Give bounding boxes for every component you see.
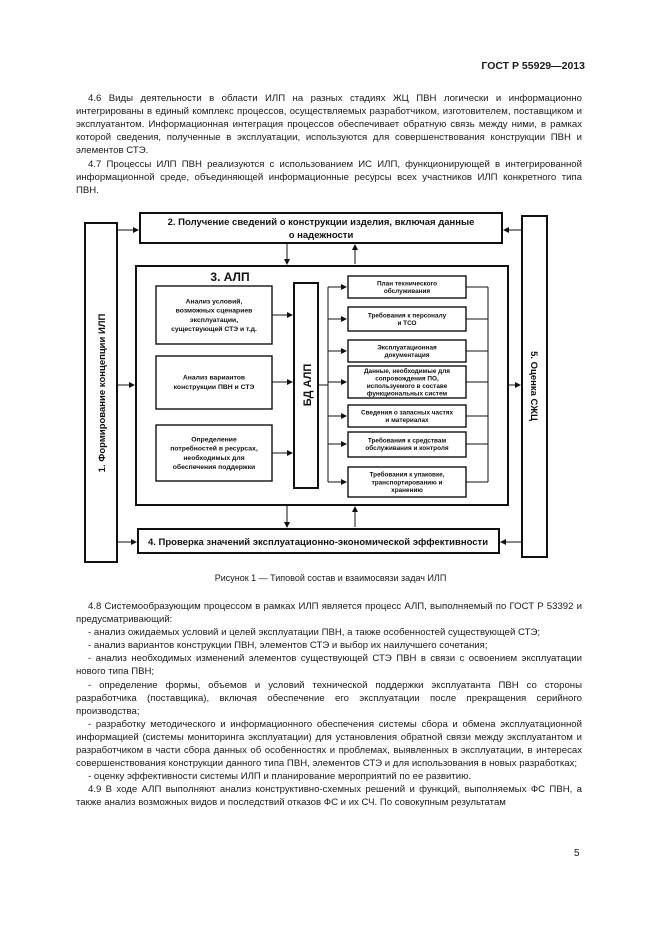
list-item: - разработку методического и информационного обеспечения системы сбора и обмена эксплуатационной информацией (системы мониторинга эксплуатации) для установления обратной связи между эксплуатантом и разработчиком в части сбора данных об особенностях и проблемах, выявленных в эксплуатации, в интересах совершенствования конструкции данного типа ПВН, элементов СТЭ и для использования в новых разработках;	[76, 718, 582, 770]
output-box-label: План технического	[376, 280, 438, 288]
list-item: - анализ вариантов конструкции ПВН, элементов СТЭ и выбор их наилучшего сочетания;	[88, 640, 488, 652]
output-box-label: транспортированию и	[371, 479, 443, 487]
text-4-9: 4.9 В ходе АЛП выполняют анализ конструктивно-схемных решений и функций, выполняемых ФС ПВН, а также анализ возможных видов и последствий отказов ФС и их СЧ. По совокупным результатам	[76, 784, 582, 809]
list-item: - определение формы, объемов и условий технической поддержки эксплуатанта ПВН со стороны разработчика (поставщика), включая обеспечение его эксплуатации после прекращения серийного производства;	[76, 679, 582, 717]
output-box-label: Требования к упаковке,	[369, 471, 445, 479]
output-box-label: сопровождения ПО,	[375, 375, 439, 383]
analysis-box-label: Анализ вариантов	[182, 374, 246, 382]
left-box-label: 1. Формирование концепции ИЛП	[97, 313, 108, 473]
bottom-box-label: 4. Проверка значений эксплуатационно-экономической эффективности	[147, 537, 489, 548]
output-box-label: и материалах	[385, 417, 429, 425]
output-box-label: используемого в составе	[366, 383, 448, 391]
analysis-box-label: Определение	[191, 436, 237, 444]
output-box-label: документация	[384, 352, 430, 360]
analysis-box-label: существующей СТЭ и т.д.	[171, 326, 257, 334]
top-box-label-2: о надежности	[288, 230, 354, 241]
output-box-label: и ТСО	[397, 320, 417, 328]
text-4-6: 4.6 Виды деятельности в области ИЛП на разных стадиях ЖЦ ПВН логически и информационно интегрированы в единый комплекс процессов, осуществляемых разработчиком, изготовителем, поставщиком и эксплуатантом. Информационная интеграция процессов обеспечивает обратную связь между ними, в рамках которой сведения, полученные в эксплуатации, используются для совершенствования конструкции ПВН и элементов СТЭ.	[76, 93, 582, 157]
analysis-box-label: необходимых для	[183, 454, 245, 462]
box-analysis-conditions	[156, 286, 272, 344]
analysis-box-label: конструкции ПВН и СТЭ	[173, 383, 255, 391]
output-box-label: обслуживания	[383, 288, 431, 296]
output-box-label: Сведения о запасных частях	[360, 409, 454, 417]
output-box-label: Данные, необходимые для	[363, 367, 451, 375]
output-box-label: Требования к средствам	[367, 437, 447, 445]
text-4-8-intro: 4.8 Системообразующим процессом в рамках ИЛП является процесс АЛП, выполняемый по ГОСТ Р 53392 и предусматривающий:	[76, 601, 582, 626]
document-header: ГОСТ Р 55929—2013	[481, 60, 585, 72]
output-box-label: Требования к персоналу	[367, 312, 447, 320]
analysis-box-label: обеспечения поддержки	[172, 464, 256, 472]
list-item: - оценку эффективности системы ИЛП и планирование мероприятий по ее развитию.	[88, 771, 471, 783]
page-number: 5	[574, 848, 580, 859]
figure-caption: Рисунок 1 — Типовой состав и взаимосвязи задач ИЛП	[214, 573, 447, 583]
paragraph-4-8	[76, 600, 582, 810]
db-label: БД АЛП	[302, 363, 314, 407]
output-box-label: обслуживания и контроля	[365, 445, 449, 453]
list-item: - анализ ожидаемых условий и целей эксплуатации ПВН, а также особенностей существующей СТЭ;	[88, 627, 541, 639]
box-resource-needs	[156, 425, 272, 481]
output-box-label: функциональных систем	[366, 390, 448, 398]
analysis-box-label: потребностей в ресурсах,	[170, 445, 258, 453]
text-4-7: 4.7 Процессы ИЛП ПВН реализуются с использованием ИС ИЛП, функционирующей в интегрированной информационной среде, объединяющей информационные ресурсы всех участников ИЛП конкретного типа ПВН.	[76, 159, 582, 197]
analysis-box-label: Анализ условий,	[185, 298, 243, 306]
top-box-label-1: 2. Получение сведений о конструкции изделия, включая данные	[167, 217, 475, 228]
output-box-label: Эксплуатационная	[377, 344, 437, 352]
alp-title: 3. АЛП	[210, 270, 250, 284]
right-box-label: 5. Оценка СЖЦ	[528, 351, 539, 421]
output-box-label: хранению	[391, 486, 423, 494]
analysis-box-label: возможных сценариев	[175, 307, 253, 315]
list-item: - анализ необходимых изменений элементов существующей СТЭ ПВН в связи с освоением эксплуатации нового типа ПВН;	[76, 653, 582, 678]
box-analysis-variants	[156, 356, 272, 409]
analysis-box-label: эксплуатации,	[189, 316, 239, 324]
